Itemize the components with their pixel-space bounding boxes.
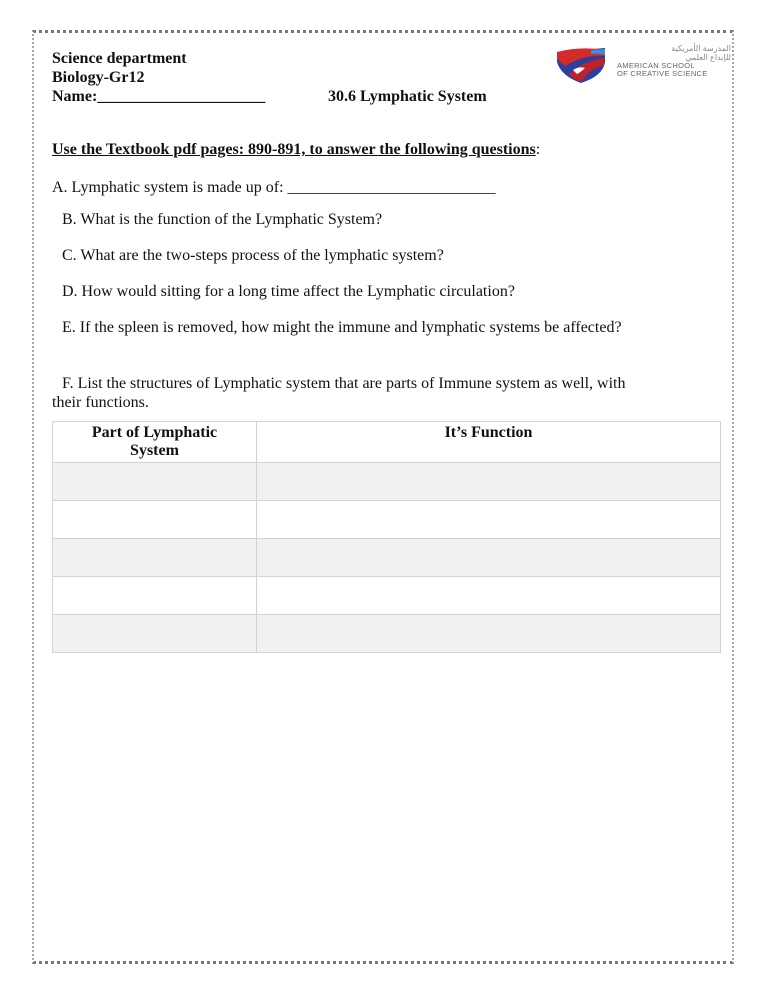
question-c: C. What are the two-steps process of the lymphatic system? bbox=[62, 247, 444, 264]
question-a: A. Lymphatic system is made up of: __________________________ bbox=[52, 179, 496, 196]
function-cell[interactable] bbox=[257, 615, 721, 653]
function-cell[interactable] bbox=[257, 501, 721, 539]
shield-logo-icon bbox=[555, 44, 607, 84]
part-cell[interactable] bbox=[53, 577, 257, 615]
part-cell[interactable] bbox=[53, 463, 257, 501]
header-function: It’s Function bbox=[257, 422, 721, 463]
question-e: E. If the spleen is removed, how might the immune and lymphatic systems be affected? bbox=[62, 319, 622, 336]
header-part-line-1: Part of Lymphatic bbox=[91, 424, 218, 441]
function-cell[interactable] bbox=[257, 539, 721, 577]
instructions-colon: : bbox=[535, 141, 541, 158]
question-f-continuation: their functions. bbox=[52, 394, 149, 411]
course-label: Biology-Gr12 bbox=[52, 69, 145, 86]
logo-english-line-1: AMERICAN SCHOOL bbox=[617, 61, 695, 70]
school-logo bbox=[555, 44, 730, 86]
logo-arabic-line-2: للإبداع العلمي bbox=[685, 53, 731, 62]
header-part-line-2: System bbox=[130, 442, 179, 459]
part-cell[interactable] bbox=[53, 501, 257, 539]
function-cell[interactable] bbox=[257, 577, 721, 615]
question-d: D. How would sitting for a long time affect the Lymphatic circulation? bbox=[62, 283, 515, 300]
part-cell[interactable] bbox=[53, 615, 257, 653]
table-row bbox=[53, 539, 721, 577]
table-row bbox=[53, 501, 721, 539]
logo-arabic-line-1: المدرسة الأمريكية bbox=[671, 44, 731, 53]
part-cell[interactable] bbox=[53, 539, 257, 577]
question-f: F. List the structures of Lymphatic system that are parts of Immune system as well, with bbox=[62, 375, 626, 392]
lesson-title: 30.6 Lymphatic System bbox=[328, 88, 487, 105]
header-part bbox=[53, 422, 257, 463]
instructions-text: Use the Textbook pdf pages: 890-891, to answer the following questions bbox=[52, 141, 536, 158]
table-row bbox=[53, 463, 721, 501]
function-cell[interactable] bbox=[257, 463, 721, 501]
lymphatic-parts-table bbox=[52, 421, 721, 653]
department-label: Science department bbox=[52, 50, 187, 67]
table-row bbox=[53, 615, 721, 653]
instructions bbox=[52, 141, 540, 159]
table-row bbox=[53, 577, 721, 615]
table-header-row bbox=[53, 422, 721, 463]
logo-english-line-2: OF CREATIVE SCIENCE bbox=[617, 69, 708, 78]
name-field[interactable]: Name:_____________________ bbox=[52, 88, 266, 105]
question-b: B. What is the function of the Lymphatic System? bbox=[62, 211, 383, 228]
